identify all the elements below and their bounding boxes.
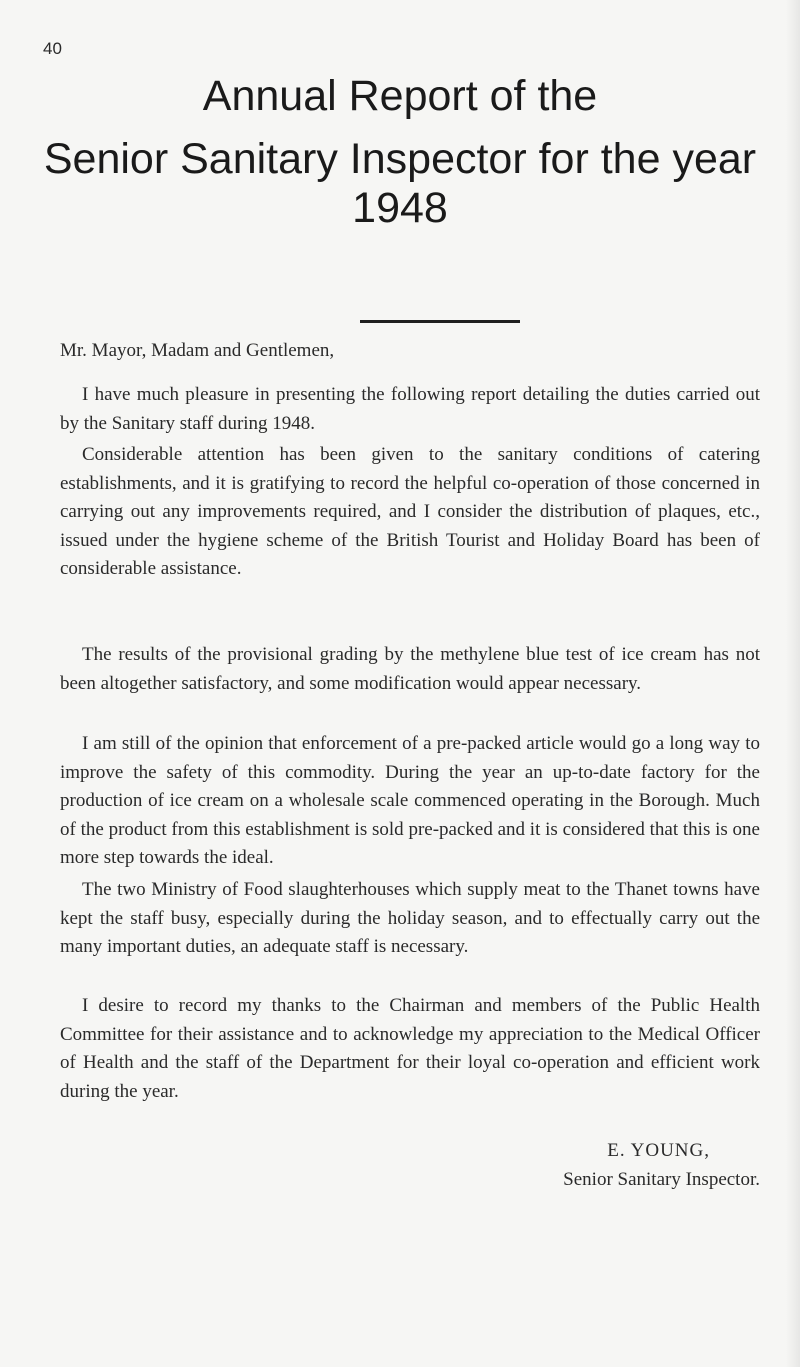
paragraph-2: Considerable attention has been given to the sanitary conditions of catering establishments, and it is gratifying to record the helpful co-operation of those concerned in carrying out any improvements required, and I consider the distribution of plaques, etc., issued under the hygiene scheme of the British Tourist and Holiday Board has been of considerable assistance.: [60, 444, 760, 579]
signature-title: Senior Sanitary Inspector.: [563, 1168, 760, 1190]
report-title-line-2: Senior Sanitary Inspector for the year 1948: [43, 135, 757, 232]
paragraph-3: The results of the provisional grading by the methylene blue test of ice cream has not been altogether satisfactory, and some modification would appear necessary.: [60, 644, 760, 694]
signature-name: E. YOUNG,: [607, 1140, 710, 1161]
salutation: Mr. Mayor, Madam and Gentlemen,: [60, 340, 335, 361]
paragraph-1: I have much pleasure in presenting the following report detailing the duties carried out by the Sanitary staff during 1948.: [60, 384, 760, 434]
paragraph-6: I desire to record my thanks to the Chairman and members of the Public Health Committee for their assistance and to acknowledge my appreciation to the Medical Officer of Health and the staff of the Department for their loyal co-operation and efficient work during the year.: [60, 995, 760, 1102]
paragraph-5: The two Ministry of Food slaughterhouses which supply meat to the Thanet towns have kept the staff busy, especially during the holiday season, and to effectually carry out the many important duties, an adequate staff is necessary.: [60, 879, 760, 957]
page-edge-shadow: [786, 0, 800, 1367]
page-number: 40: [43, 39, 62, 58]
report-title-line-1: Annual Report of the: [202, 72, 598, 120]
paragraph-4: I am still of the opinion that enforcement of a pre-packed article would go a long way to improve the safety of this commodity. During the year an up-to-date factory for the production of ice cream on a wholesale scale commenced operating in the Borough. Much of the product from this establishment is sold pre-packed and it is considered that this is one more step towards the ideal.: [60, 733, 760, 868]
signature-block: [563, 1137, 760, 1194]
title-divider: [360, 320, 520, 323]
